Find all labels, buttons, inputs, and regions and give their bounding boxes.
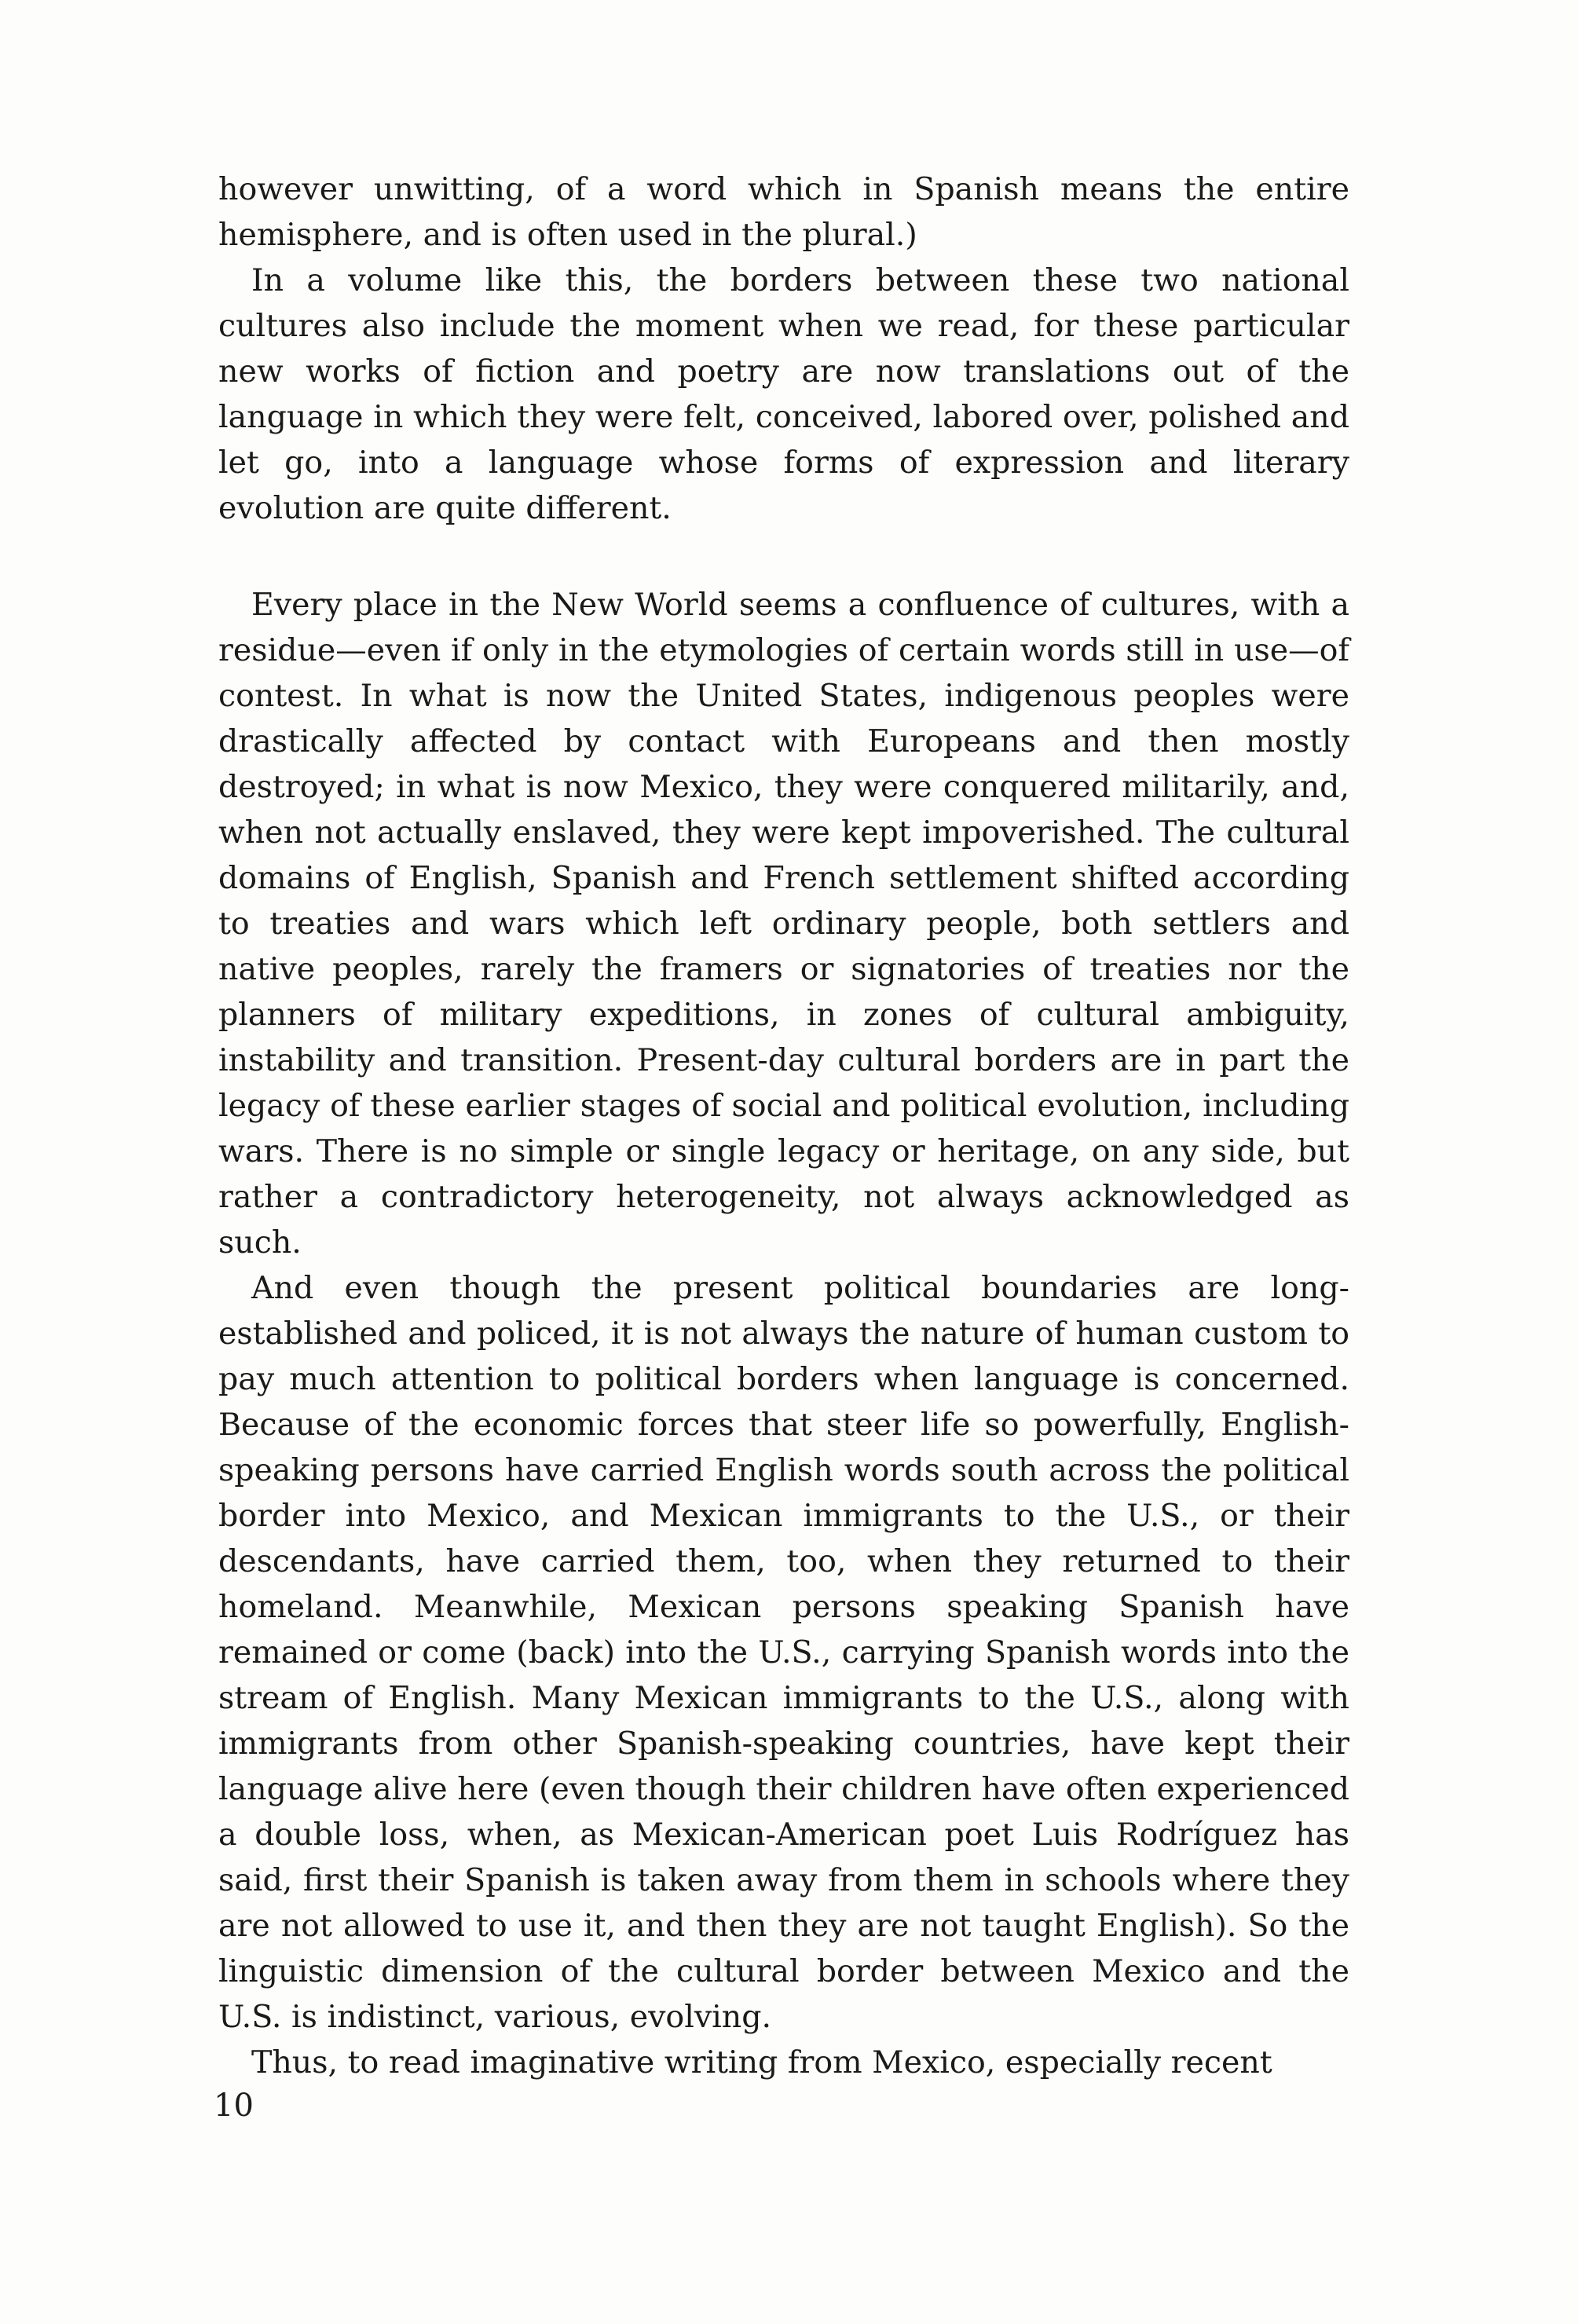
paragraph-political-boundaries: And even though the present political boundaries are long-established and policed, it is not always the nature of human custom to pay much attention to political borders when language is concerned. Because of the economic forces that steer life so powerfully, English-speaking persons have carried English words south across the political border into Mexico, and Mexican immigrants to the U.S., or their descendants, have carried them, too, when they returned to their homeland. Meanwhile, Mexican persons speaking Spanish have remained or come (back) into the U.S., carrying Spanish words into the stream of English. Many Mexican immigrants to the U.S., along with immigrants from other Spanish-speaking countries, have kept their language alive here (even though their children have often experienced a double loss, when, as Mexican-American poet Luis Rodríguez has said, first their Spanish is taken away from them in schools where they are not allowed to use it, and then they are not taught English). So the linguistic dimension of the cultural border between Mexico and the U.S. is indistinct, various, evolving. bbox=[218, 1270, 1349, 2035]
page-number: 10 bbox=[214, 2088, 254, 2124]
paragraph-imaginative-writing: Thus, to read imaginative writing from Mexico, especially recent bbox=[251, 2044, 1272, 2081]
paragraph-continuation: however unwitting, of a word which in Spanish means the entire hemisphere, and is often used in the plural.) bbox=[218, 171, 1349, 253]
text-section-2 bbox=[218, 582, 1349, 2085]
paragraph-confluence-of-cultures: Every place in the New World seems a confluence of cultures, with a residue—even if only in the etymologies of certain words still in use—of contest. In what is now the United States, indigenous peoples were drastically affected by contact with Europeans and then mostly destroyed; in what is now Mexico, they were conquered militarily, and, when not actually enslaved, they were kept impoverished. The cultural domains of English, Spanish and French settlement shifted according to treaties and wars which left ordinary people, both settlers and native peoples, rarely the framers or signatories of treaties nor the planners of military expeditions, in zones of cultural ambiguity, instability and transition. Present-day cultural borders are in part the legacy of these earlier stages of social and political evolution, including wars. There is no simple or single legacy or heritage, on any side, but rather a contradictory heterogeneity, not always acknowledged as such. bbox=[218, 587, 1349, 1261]
paragraph-translation-borders: In a volume like this, the borders between these two national cultures also include the moment when we read, for these particular new works of fiction and poetry are now translations out of the language in which they were felt, conceived, labored over, polished and let go, into a language whose forms of expression and literary evolution are quite different. bbox=[218, 262, 1349, 526]
text-section-1 bbox=[218, 167, 1349, 531]
